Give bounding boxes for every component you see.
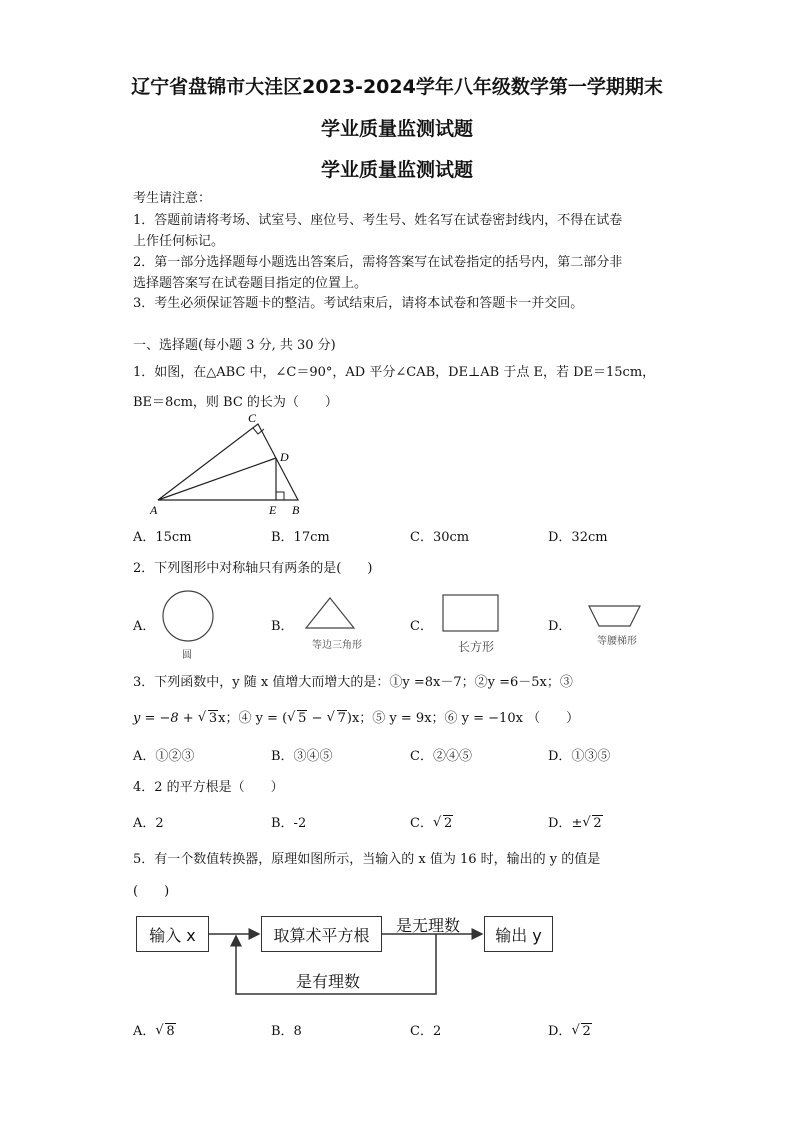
label-e: E <box>269 503 277 517</box>
q1-option-c[interactable]: C．30cm <box>410 530 470 545</box>
q5-option-c[interactable]: C．2 <box>410 1024 442 1039</box>
q5-option-d[interactable]: D．√ 2 <box>548 1020 592 1039</box>
q4-sqrt-2-pm: √ 2 <box>582 816 602 831</box>
section-heading: 一、选择题(每小题 3 分, 共 30 分) <box>133 338 336 353</box>
q2-option-a[interactable]: A． <box>133 619 156 634</box>
q3-expr-pre: y = −8 + <box>133 711 198 726</box>
label-a: A <box>150 503 158 517</box>
q5-option-a[interactable]: A．√ 8 <box>133 1020 176 1039</box>
caption-trapezoid: 等腰梯形 <box>597 636 637 647</box>
q4-sqrt-2: √ 2 <box>433 816 453 831</box>
q2-option-d[interactable]: D． <box>548 619 572 634</box>
label-b: B <box>292 503 300 517</box>
label-c: C <box>248 411 257 425</box>
label-d: D <box>280 450 289 464</box>
q4-stem: 4．2 的平方根是（ ） <box>133 780 284 795</box>
notice-item-1: 1．答题前请将考场、试室号、座位号、考生号、姓名写在试卷密封线内，不得在试卷 <box>133 213 623 228</box>
q1-stem-line2: BE＝8cm，则 BC 的长为（ ） <box>133 395 338 410</box>
triangle-abc <box>158 424 298 500</box>
q5-stem-line1: 5．有一个数值转换器，原理如图所示，当输入的 x 值为 16 时，输出的 y 的值是 <box>133 852 601 867</box>
notice-item-3: 3．考生必须保证答题卡的整洁。考试结束后，请将本试卷和答题卡一并交回。 <box>133 296 584 311</box>
caption-triangle: 等边三角形 <box>312 640 362 651</box>
q3-option-a[interactable]: A．①②③ <box>133 749 195 764</box>
q3-option-d[interactable]: D．①③⑤ <box>548 749 611 764</box>
rectangle-shape <box>443 595 498 631</box>
segment-ad <box>158 458 276 500</box>
q5-stem-line2: ( ) <box>133 884 170 899</box>
q2-triangle-figure <box>302 594 362 634</box>
q3-sqrt-3: √ 3 <box>198 711 218 726</box>
q2-stem: 2．下列图形中对称轴只有两条的是( ) <box>133 561 373 576</box>
q1-triangle-figure <box>140 410 320 520</box>
right-angle-e <box>276 492 284 500</box>
circle-shape <box>163 591 213 641</box>
q5-sqrt-2: √ 2 <box>571 1024 591 1039</box>
notice-item-1-cont: 上作任何标记。 <box>133 234 225 249</box>
q2-trapezoid-figure <box>586 603 644 629</box>
caption-rectangle: 长方形 <box>458 640 495 654</box>
notice-heading: 考生请注意： <box>133 191 212 206</box>
flow-label-rational: 是有理数 <box>296 972 361 991</box>
isosceles-trapezoid-shape <box>589 606 640 626</box>
q3-expr-post: )x；⑤ y = 9x；⑥ y = −10x （ ） <box>346 711 580 726</box>
q1-option-a[interactable]: A．15cm <box>133 530 192 545</box>
q3-expr-mid1: x；④ y = ( <box>218 711 288 726</box>
flow-input-box: 输入 x <box>136 916 209 952</box>
q5-sqrt-8: √ 8 <box>155 1024 175 1039</box>
q3-option-b[interactable]: B．③④⑤ <box>271 749 333 764</box>
q2-option-b[interactable]: B． <box>271 619 294 634</box>
notice-item-2-cont: 选择题答案写在试卷题目指定的位置上。 <box>133 276 368 291</box>
page-subtitle: 学业质量监测试题 <box>320 118 473 140</box>
q3-stem-line2 <box>133 707 579 726</box>
q4-option-c[interactable]: C．√ 2 <box>410 812 453 831</box>
notice-item-2: 2．第一部分选择题每小题选出答案后，需将答案写在试卷指定的括号内，第二部分非 <box>133 255 623 270</box>
q1-option-d[interactable]: D．32cm <box>548 530 608 545</box>
q2-rectangle-figure <box>440 592 502 632</box>
q4-option-a[interactable]: A．2 <box>133 816 164 831</box>
q3-stem-line1: 3．下列函数中，y 随 x 值增大而增大的是：①y =8x－7；②y =6－5x；③ <box>133 675 573 690</box>
q3-sqrt-5: √ 5 <box>287 711 307 726</box>
q3-sqrt-7: √ 7 <box>327 711 347 726</box>
page-subtitle-repeat: 学业质量监测试题 <box>320 159 473 181</box>
q2-option-c[interactable]: C． <box>410 619 433 634</box>
flow-output-box: 输出 y <box>484 916 553 952</box>
flow-label-irrational: 是无理数 <box>396 916 461 935</box>
q4-option-d[interactable]: D．±√ 2 <box>548 812 603 831</box>
q5-option-b[interactable]: B．8 <box>271 1024 302 1039</box>
flow-process-box: 取算术平方根 <box>261 916 382 952</box>
caption-circle: 圆 <box>182 650 192 661</box>
q3-expr-mid2: − <box>307 711 327 726</box>
q1-option-b[interactable]: B．17cm <box>271 530 330 545</box>
q1-stem-line1: 1．如图，在△ABC 中，∠C＝90°，AD 平分∠CAB，DE⊥AB 于点 E，若 DE＝15cm， <box>133 365 656 380</box>
q3-option-c[interactable]: C．②④⑤ <box>410 749 472 764</box>
q4-option-b[interactable]: B．-2 <box>271 816 307 831</box>
page-title: 辽宁省盘锦市大洼区2023-2024学年八年级数学第一学期期末 <box>131 76 663 98</box>
equilateral-triangle-shape <box>306 598 354 628</box>
